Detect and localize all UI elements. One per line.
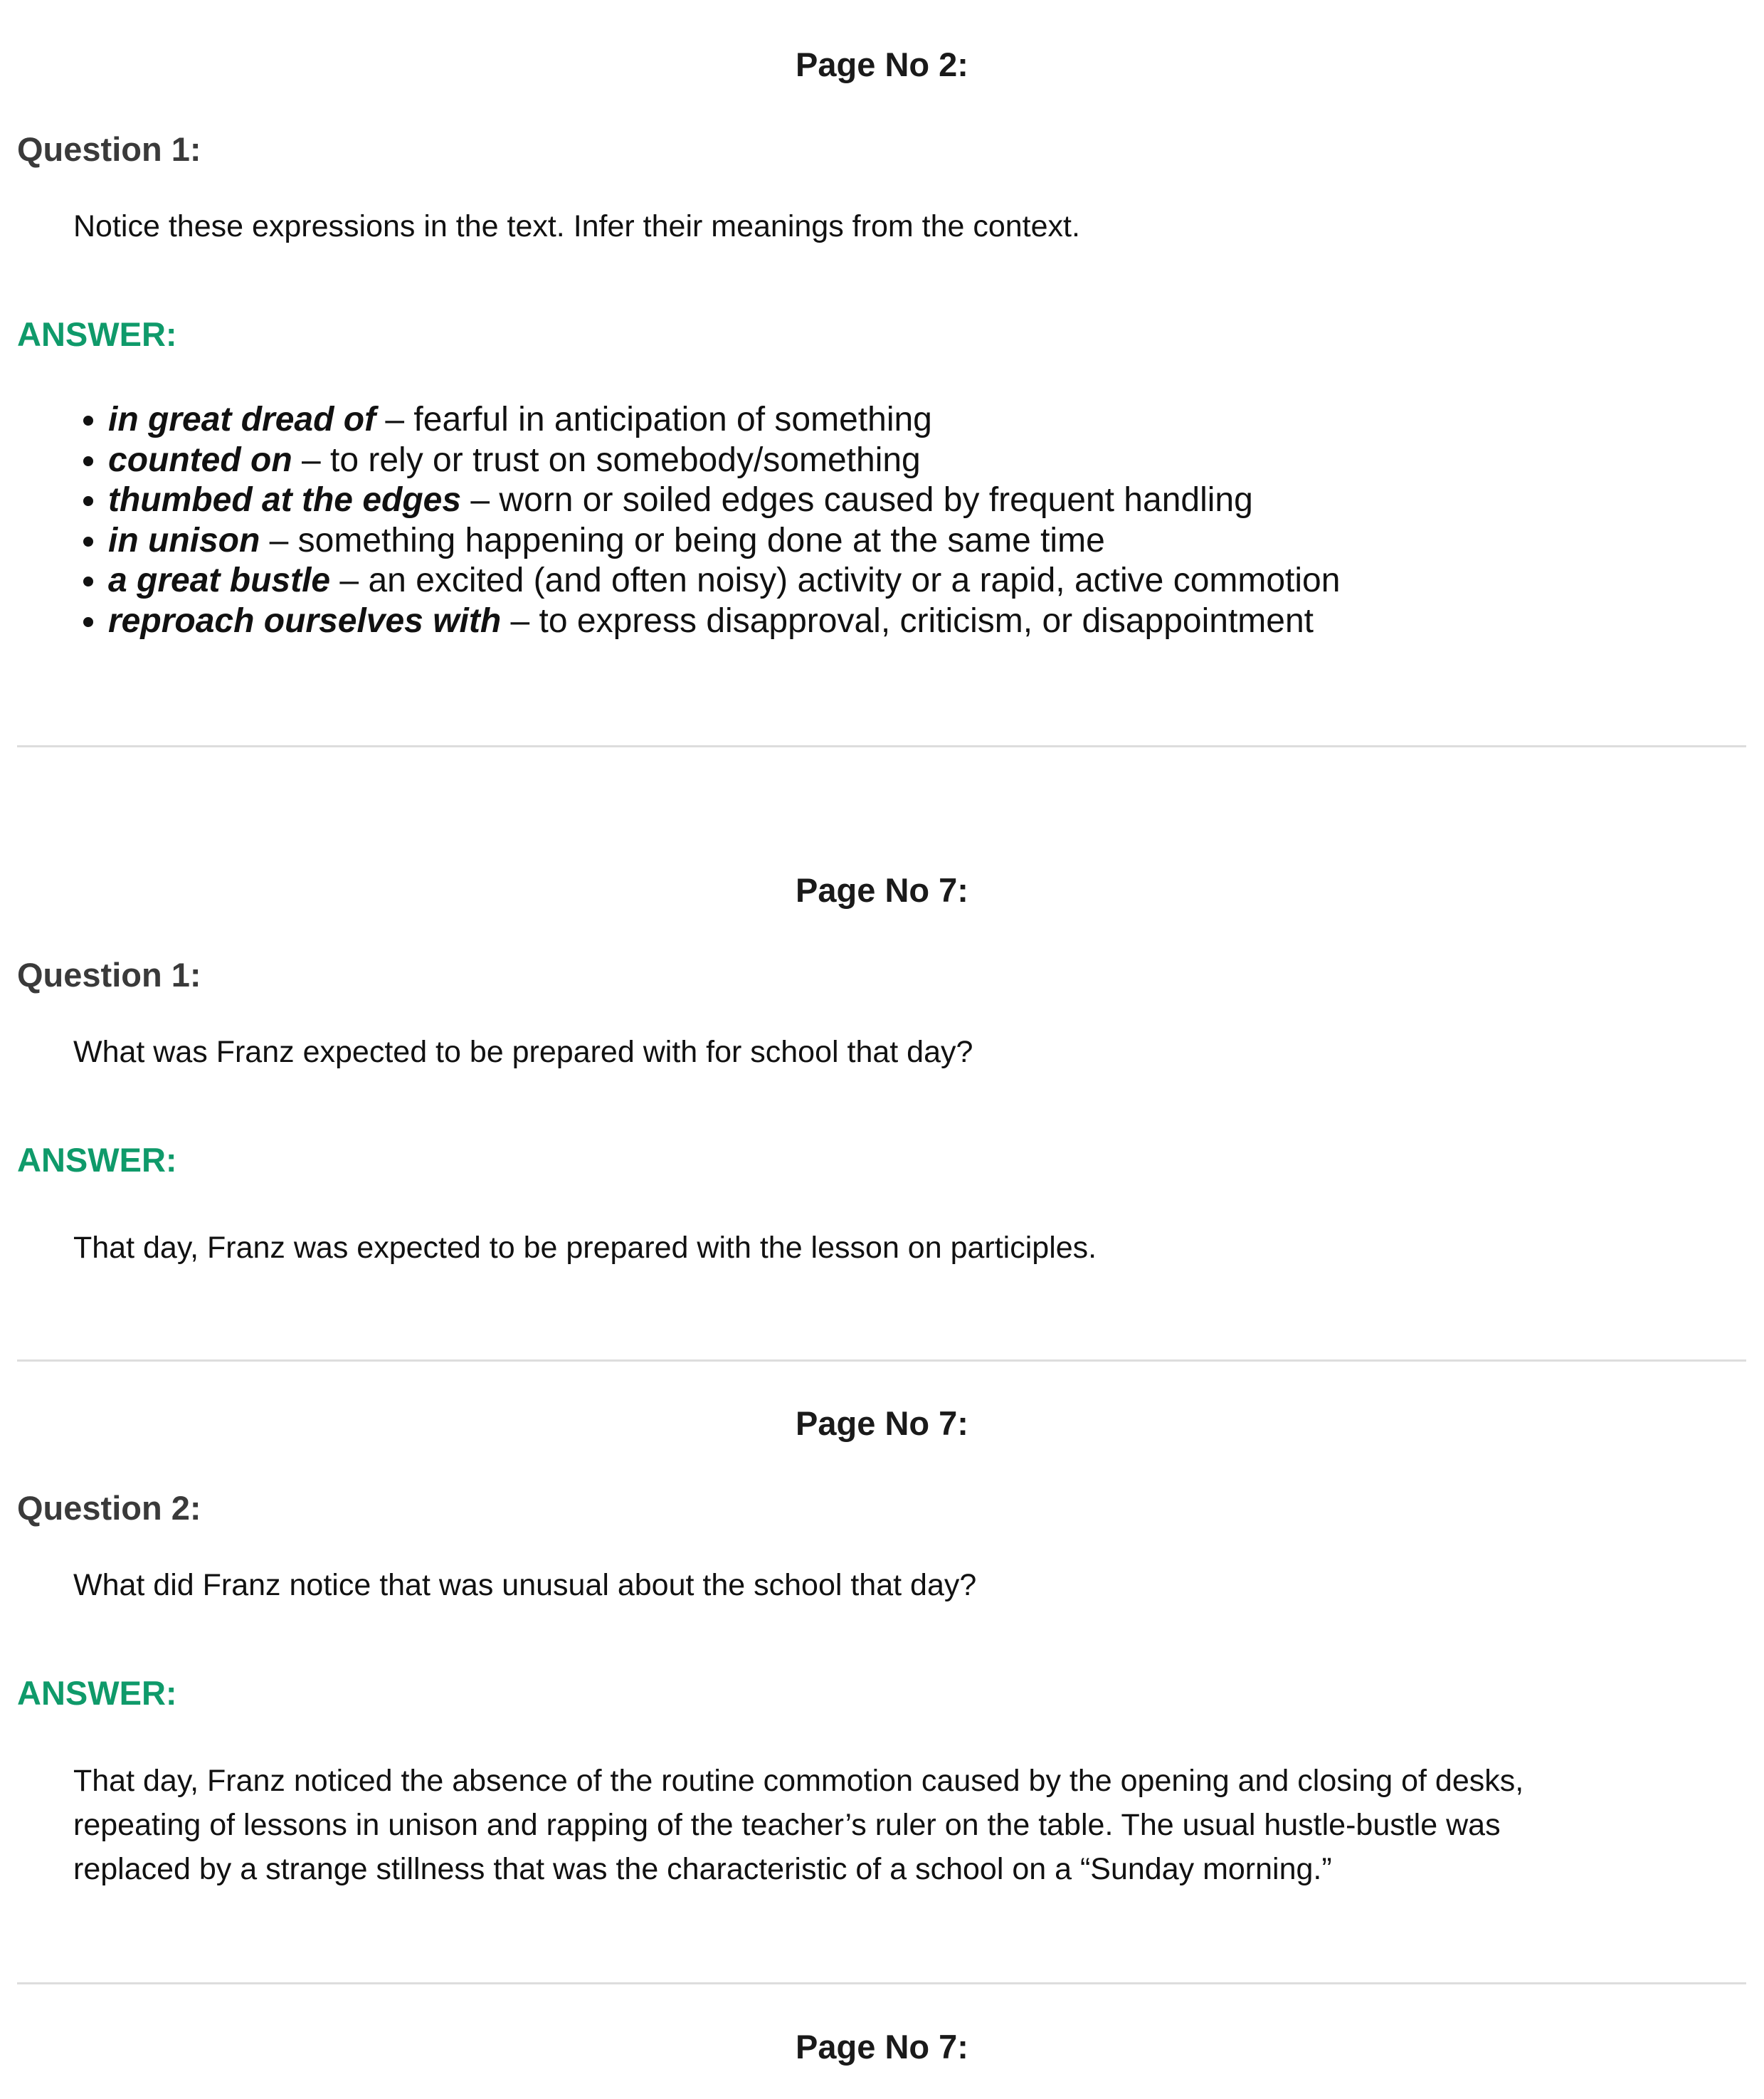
page-number-heading: Page No 7: bbox=[796, 2028, 968, 2066]
expression-term: a great bustle bbox=[108, 562, 331, 599]
list-item bbox=[108, 400, 1340, 441]
question-heading: Question 1: bbox=[17, 956, 201, 994]
expression-meaning: – fearful in anticipation of something bbox=[376, 401, 932, 438]
expression-meaning: – to rely or trust on somebody/something bbox=[292, 441, 921, 479]
expression-meaning: – to express disapproval, criticism, or disappointment bbox=[501, 601, 1314, 640]
answer-heading: ANSWER: bbox=[17, 1141, 177, 1179]
section-divider bbox=[17, 1359, 1746, 1362]
expression-term: in great dread of bbox=[108, 401, 376, 438]
question-text: Notice these expressions in the text. Infer their meanings from the context. bbox=[73, 209, 1080, 243]
expression-meaning: – an excited (and often noisy) activity or a rapid, active commotion bbox=[330, 562, 1341, 599]
answer-line: That day, Franz noticed the absence of the routine commotion caused by the opening and closing of desks, bbox=[73, 1764, 1524, 1798]
expression-term: in unison bbox=[108, 521, 260, 559]
answer-line: repeating of lessons in unison and rapping of the teacher’s ruler on the table. The usual hustle-bustle was bbox=[73, 1808, 1501, 1842]
answer-heading: ANSWER: bbox=[17, 315, 177, 353]
page-number-heading: Page No 7: bbox=[796, 871, 968, 909]
expression-meaning: – something happening or being done at the same time bbox=[260, 521, 1105, 559]
list-item bbox=[108, 561, 1340, 601]
expression-term: reproach ourselves with bbox=[108, 601, 502, 640]
section-divider bbox=[17, 745, 1746, 747]
answer-line: replaced by a strange stillness that was the characteristic of a school on a “Sunday morning.” bbox=[73, 1852, 1332, 1886]
list-item bbox=[108, 441, 1340, 481]
list-item bbox=[108, 480, 1340, 521]
question-heading: Question 2: bbox=[17, 1489, 201, 1527]
answer-paragraph bbox=[73, 1759, 1731, 1891]
question-text: What was Franz expected to be prepared with for school that day? bbox=[73, 1035, 973, 1069]
page-number-heading: Page No 2: bbox=[796, 46, 968, 83]
list-item bbox=[108, 521, 1340, 562]
question-text: What did Franz notice that was unusual about the school that day? bbox=[73, 1568, 977, 1602]
answer-heading: ANSWER: bbox=[17, 1674, 177, 1712]
list-item bbox=[108, 601, 1340, 642]
expression-term: thumbed at the edges bbox=[108, 481, 462, 519]
answer-text: That day, Franz was expected to be prepared with the lesson on participles. bbox=[73, 1231, 1097, 1265]
question-heading: Question 1: bbox=[17, 130, 201, 168]
answer-list bbox=[71, 400, 1340, 641]
expression-meaning: – worn or soiled edges caused by frequent handling bbox=[461, 481, 1253, 519]
expression-term: counted on bbox=[108, 441, 292, 479]
page-number-heading: Page No 7: bbox=[796, 1404, 968, 1442]
section-divider bbox=[17, 1982, 1746, 1984]
